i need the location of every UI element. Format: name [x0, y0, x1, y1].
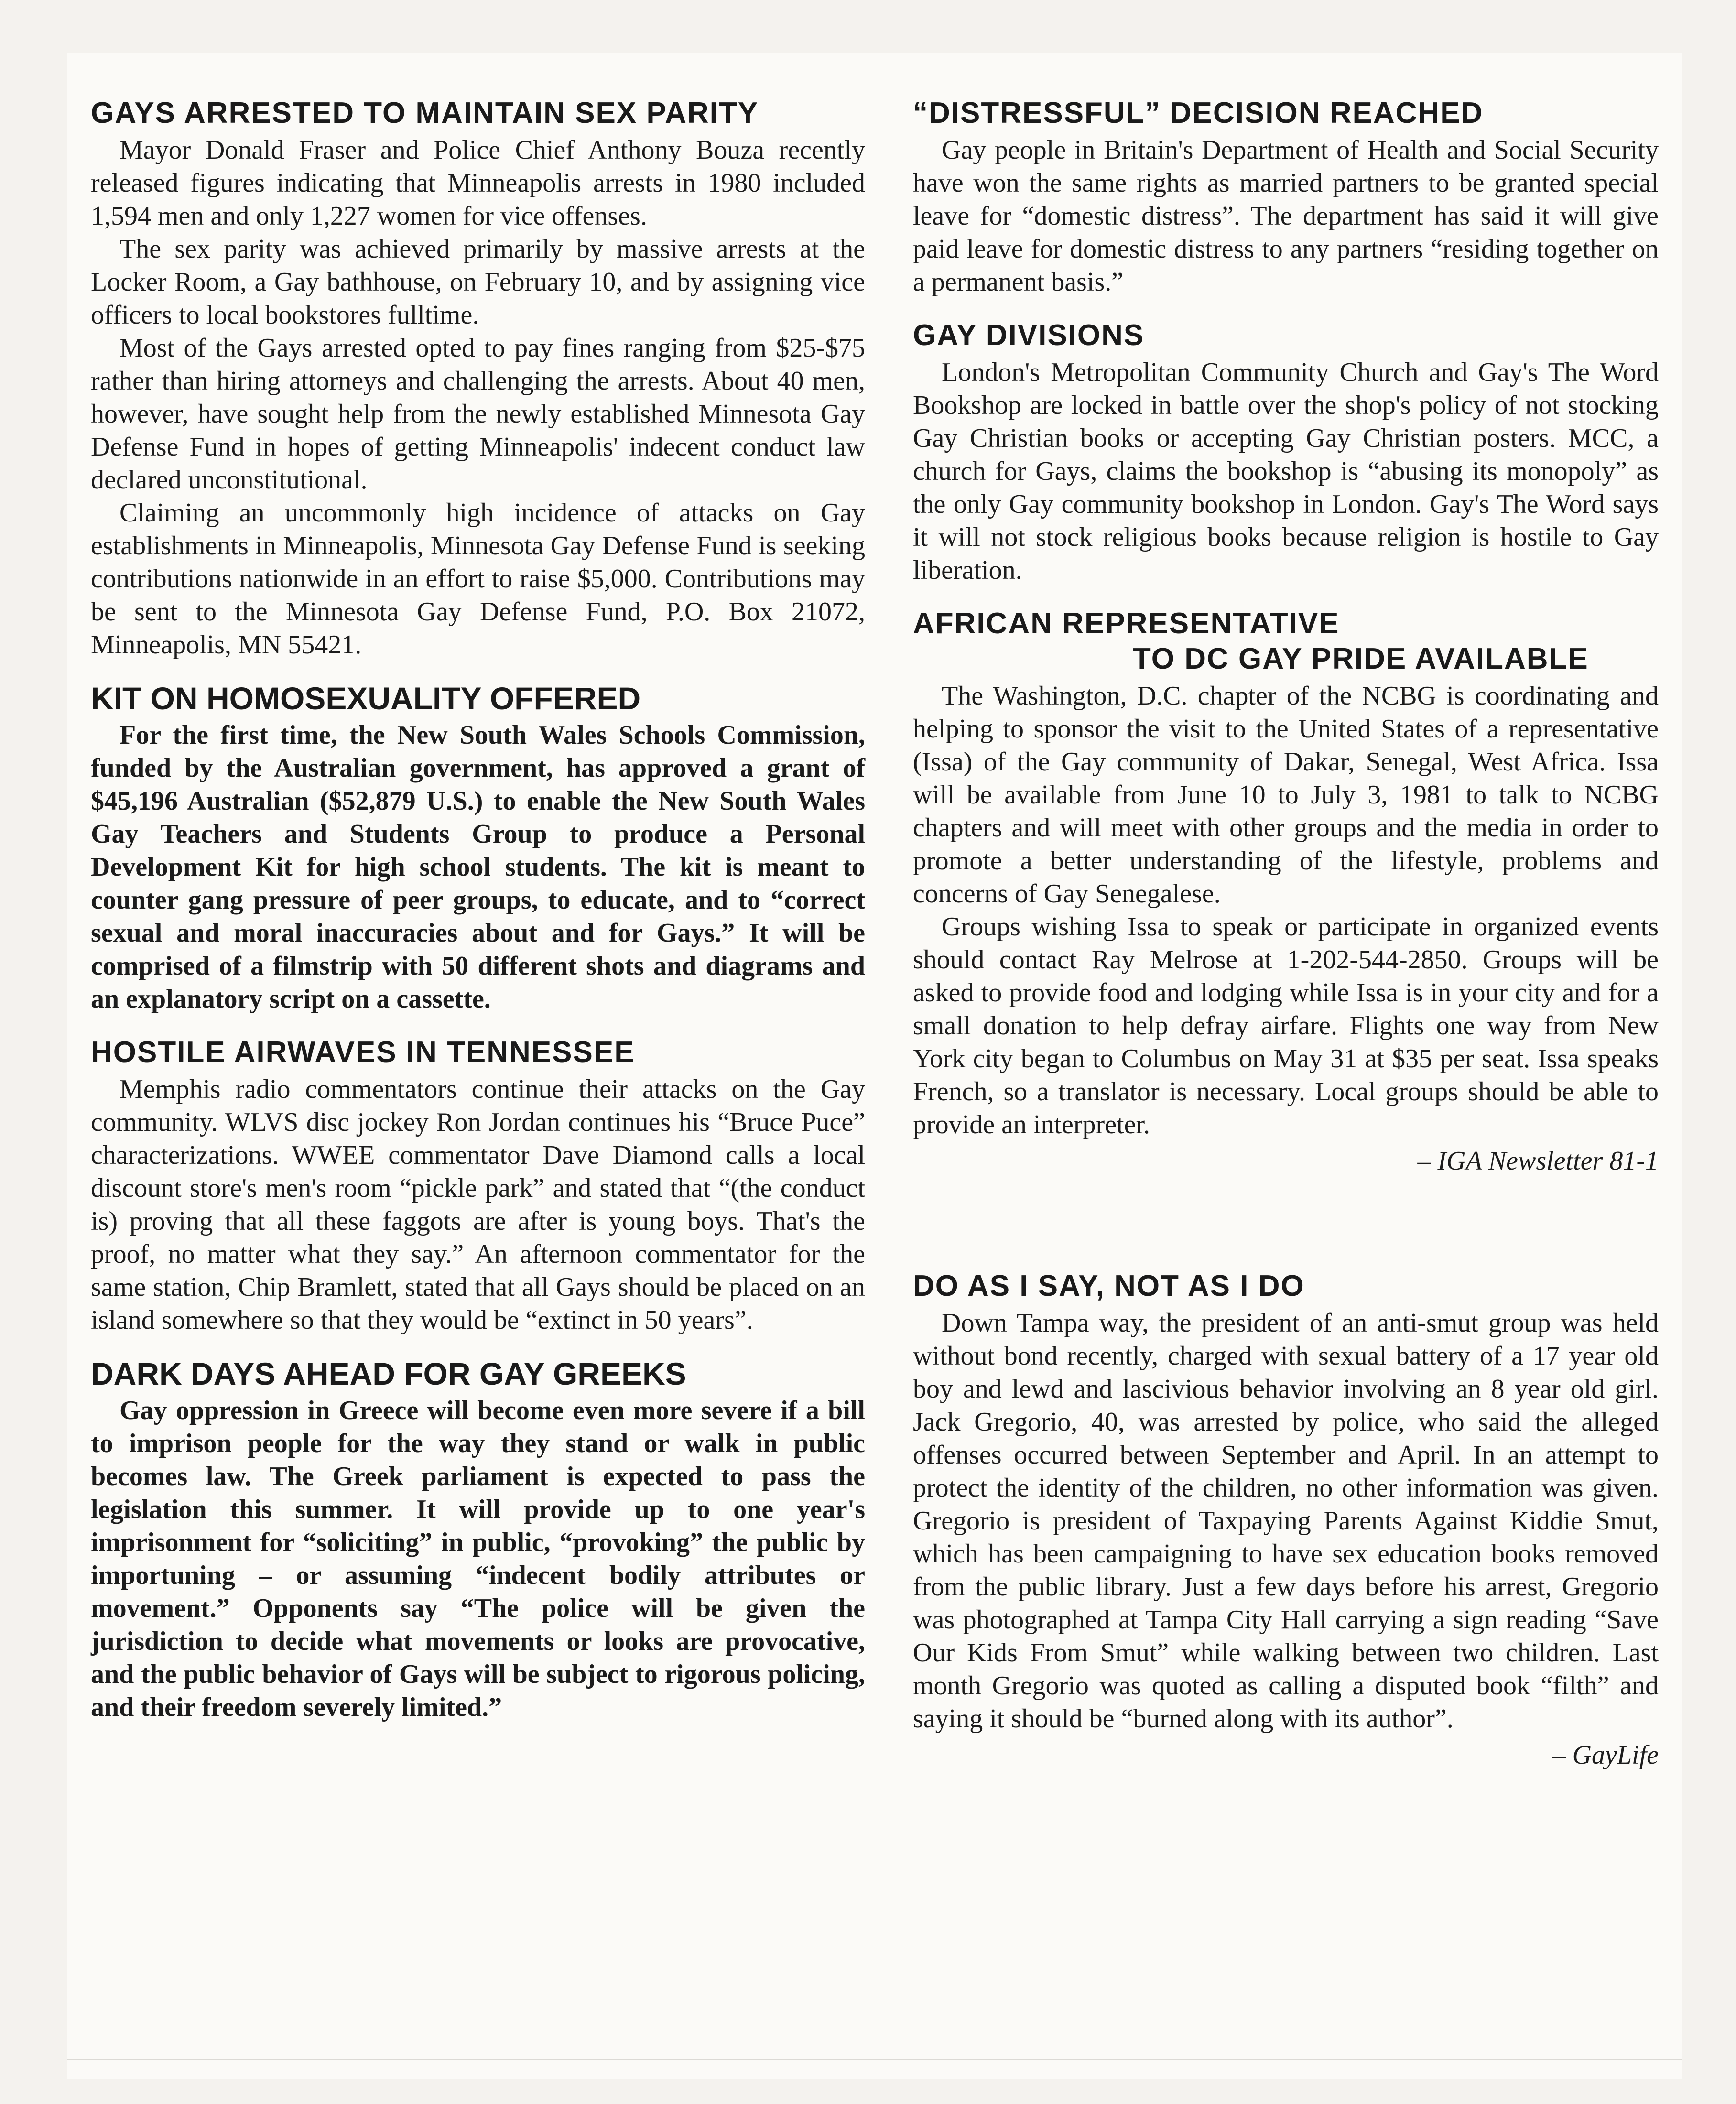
- paragraph: Groups wishing Issa to speak or participate in organized events should contact Ray Melrose at 1-202-544-2850. Groups will be asked to provide food and lodging while Issa is in your city and for a small donation to help defray airfare. Flights one way from New York city began to Columbus on May 31 at $35 per seat. Issa speaks French, so a translator is necessary. Local groups should be able to provide an interpreter.: [913, 912, 1659, 1139]
- headline-line-2: TO DC GAY PRIDE AVAILABLE: [1133, 642, 1589, 675]
- paragraph: Claiming an uncommonly high incidence of attacks on Gay establishments in Minneapolis, Minnesota Gay Defense Fund is seeking contributions nationwide in an effort to raise $5,000. Contributions may be sent to the Minnesota Gay Defense Fund, P.O. Box 21072, Minneapolis, MN 55421.: [91, 498, 865, 660]
- headline: [913, 606, 1659, 677]
- column-gap: [913, 1197, 1659, 1269]
- article-hostile-airwaves: [91, 1035, 865, 1337]
- page-bottom-rule: [67, 2059, 1682, 2060]
- left-column: [91, 96, 865, 1743]
- paragraph: London's Metropolitan Community Church and Gay's The Word Bookshop are locked in battle over the shop's policy of not stocking Gay Christian books or accepting Gay Christian posters. MCC, a church for Gays, claims the bookshop is “abusing its monopoly” as the only Gay community bookshop in London. Gay's The Word says it will not stock religious books because religion is hostile to Gay liberation.: [913, 358, 1659, 585]
- paragraph: For the first time, the New South Wales Schools Commission, funded by the Australian government, has approved a grant of $45,196 Australian ($52,879 U.S.) to enable the New South Wales Gay Teachers and Students Group to produce a Personal Development Kit for high school students. The kit is meant to counter gang pressure of peer groups, to educate, and to “correct sexual and moral inaccuracies about and for Gays.” It will be comprised of a filmstrip with 50 different shots and diagrams and an explanatory script on a cassette.: [91, 720, 865, 1014]
- article-distressful-decision: [913, 96, 1659, 299]
- article-african-representative: [913, 606, 1659, 1178]
- paragraph: The Washington, D.C. chapter of the NCBG is coordinating and helping to sponsor the visit to the United States of a representative (Issa) of the Gay community of Dakar, Senegal, West Africa. Issa will be available from June 10 to July 3, 1981 to talk to NCBG chapters and will meet with other groups and the media in order to promote a better understanding of the lifestyle, problems and concerns of Gay Senegalese.: [913, 681, 1659, 909]
- headline: DO AS I SAY, NOT AS I DO: [913, 1269, 1305, 1302]
- paragraph: Most of the Gays arrested opted to pay fines ranging from $25-$75 rather than hiring attorneys and challenging the arrests. About 40 men, however, have sought help from the newly established Minnesota Gay Defense Fund in hopes of getting Minneapolis' indecent conduct law declared unconstitutional.: [91, 333, 865, 495]
- article-kit-on-homosexuality: [91, 681, 865, 1016]
- headline: GAYS ARRESTED TO MAINTAIN SEX PARITY: [91, 97, 759, 130]
- paragraph: Down Tampa way, the president of an anti-smut group was held without bond recently, charged with sexual battery of a 17 year old boy and lewd and lascivious behavior involving an 8 year old girl. Jack Gregorio, 40, was arrested by police, who said the alleged offenses occurred between September and April. In an attempt to protect the identity of the children, no other information was given. Gregorio is president of Taxpaying Parents Against Kiddie Smut, which has been campaigning to have sex education books removed from the public library. Just a few days before his arrest, Gregorio was photographed at Tampa City Hall carrying a sign reading “Save Our Kids From Smut” while walking between two children. Last month Gregorio was quoted as calling a disputed book “filth” and saying it should be “burned along with its author”.: [913, 1308, 1659, 1734]
- paragraph: Mayor Donald Fraser and Police Chief Anthony Bouza recently released figures indicating that Minneapolis arrests in 1980 included 1,594 men and only 1,227 women for vice offenses.: [91, 135, 865, 231]
- headline: GAY DIVISIONS: [913, 319, 1145, 352]
- newsletter-page: [67, 53, 1682, 2079]
- article-dark-days: [91, 1356, 865, 1724]
- article-gays-arrested: [91, 96, 865, 662]
- article-do-as-i-say: [913, 1269, 1659, 1772]
- paragraph: Gay oppression in Greece will become even more severe if a bill to imprison people for the way they stand or walk in public becomes law. The Greek parliament is expected to pass the legislation this summer. It will provide up to one year's imprisonment for “soliciting” in public, “provoking” the public by importuning – or assuming “indecent bodily attributes or movement.” Opponents say “The police will be given the jurisdiction to decide what movements or looks are provocative, and the public behavior of Gays will be subject to rigorous policing, and their freedom severely limited.”: [91, 1396, 865, 1722]
- source-credit: – IGA Newsletter 81-1: [1417, 1146, 1659, 1176]
- headline: DARK DAYS AHEAD FOR GAY GREEKS: [91, 1356, 686, 1391]
- headline: HOSTILE AIRWAVES IN TENNESSEE: [91, 1036, 635, 1069]
- headline: KIT ON HOMOSEXUALITY OFFERED: [91, 681, 641, 716]
- headline-line-1: AFRICAN REPRESENTATIVE: [913, 607, 1340, 640]
- paragraph: The sex parity was achieved primarily by massive arrests at the Locker Room, a Gay bathhouse, on February 10, and by assigning vice officers to local bookstores fulltime.: [91, 234, 865, 330]
- source-credit: – GayLife: [1552, 1740, 1659, 1770]
- headline: “DISTRESSFUL” DECISION REACHED: [913, 97, 1484, 130]
- paragraph: Memphis radio commentators continue their attacks on the Gay community. WLVS disc jockey Ron Jordan continues his “Bruce Puce” characterizations. WWEE commentator Dave Diamond calls a local discount store's men's room “pickle park” and stated that “(the conduct is) proving that all these faggots are after is young boys. That's the proof, no matter what they say.” An afternoon commentator for the same station, Chip Bramlett, stated that all Gays should be placed on an island somewhere so that they would be “extinct in 50 years”.: [91, 1074, 865, 1335]
- right-column: [913, 96, 1659, 1791]
- paragraph: Gay people in Britain's Department of Health and Social Security have won the same rights as married partners to be granted special leave for “domestic distress”. The department has said it will give paid leave for domestic distress to any partners “residing together on a permanent basis.”: [913, 135, 1659, 297]
- article-gay-divisions: [913, 318, 1659, 587]
